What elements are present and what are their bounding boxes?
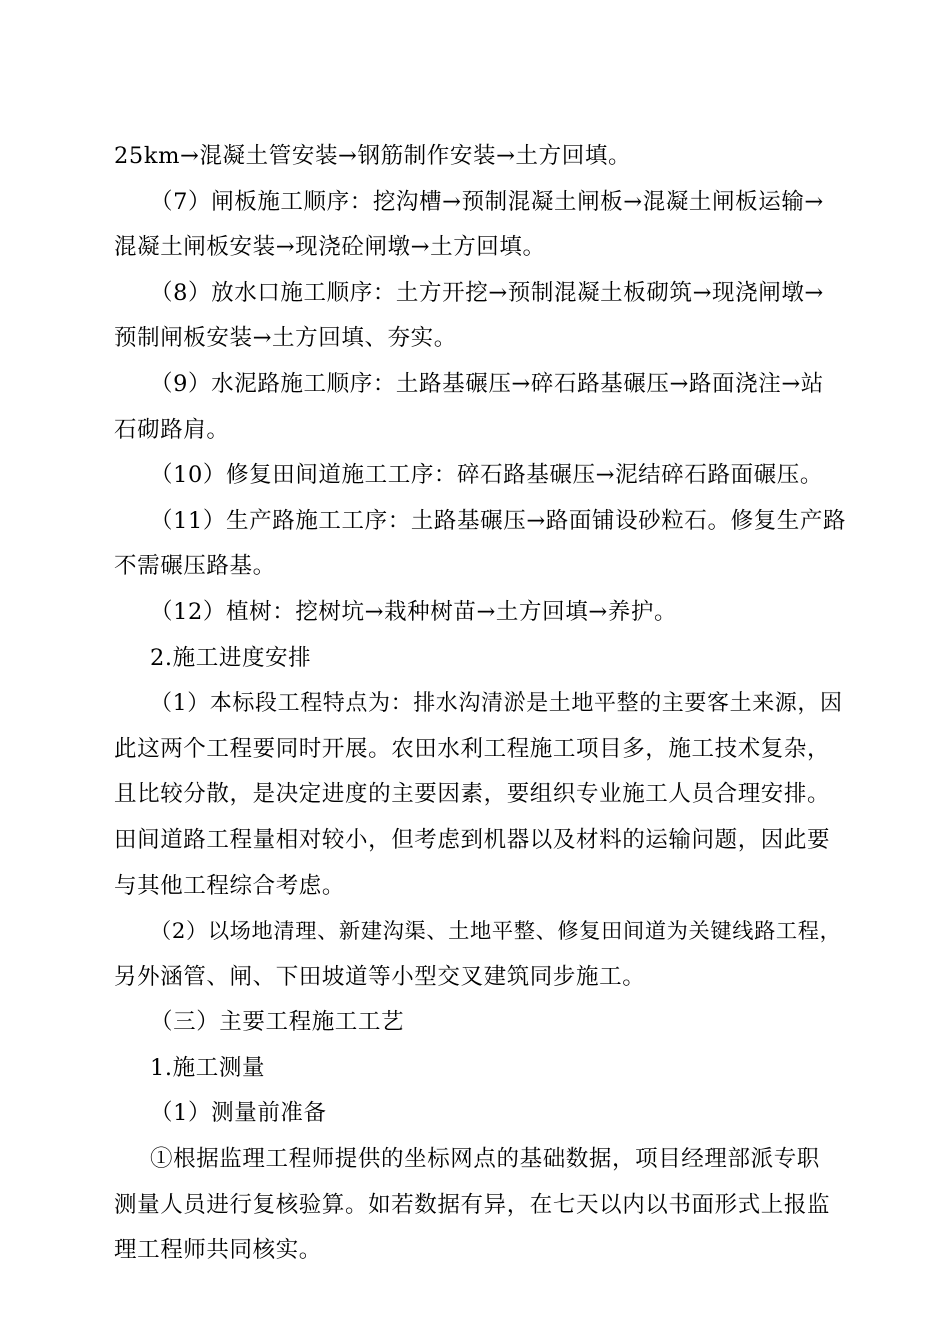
text-line: （10）修复田间道施工工序：碎石路基碾压→泥结碎石路面碾压。	[150, 462, 823, 489]
text-line: （9）水泥路施工顺序：土路基碾压→碎石路基碾压→路面浇注→站	[150, 370, 824, 397]
text-line: 测量人员进行复核验算。如若数据有异，在七天以内以书面形式上报监	[114, 1191, 831, 1218]
text-line: 此这两个工程要同时开展。农田水利工程施工项目多，施工技术复杂，	[114, 735, 831, 762]
text-line: （12）植树：挖树坑→栽种树苗→土方回填→养护。	[150, 598, 678, 625]
text-line: 混凝土闸板安装→现浇砼闸墩→土方回填。	[114, 234, 546, 261]
text-line: 25km→混凝土管安装→钢筋制作安装→土方回填。	[114, 143, 632, 169]
section-heading: （三）主要工程施工工艺	[150, 1009, 405, 1036]
text-line: 与其他工程综合考虑。	[114, 872, 346, 899]
text-line: 理工程师共同核实。	[114, 1237, 322, 1264]
text-line: （11）生产路施工工序：土路基碾压→路面铺设砂粒石。修复生产路	[150, 507, 847, 534]
text-line: （2）以场地清理、新建沟渠、土地平整、修复田间道为关键线路工程，	[150, 919, 842, 945]
text-line: ①根据监理工程师提供的坐标网点的基础数据，项目经理部派专职	[150, 1146, 820, 1173]
text-line: 另外涵管、闸、下田坡道等小型交叉建筑同步施工。	[114, 963, 646, 990]
text-line: 田间道路工程量相对较小，但考虑到机器以及材料的运输问题，因此要	[114, 826, 831, 853]
text-line: （7）闸板施工顺序：挖沟槽→预制混凝土闸板→混凝土闸板运输→	[150, 188, 824, 215]
text-line: 且比较分散，是决定进度的主要因素，要组织专业施工人员合理安排。	[114, 781, 831, 808]
text-line: （1）本标段工程特点为：排水沟清淤是土地平整的主要客土来源，因	[150, 691, 843, 717]
text-line: 不需碾压路基。	[114, 553, 276, 580]
text-line: 预制闸板安装→土方回填、夯实。	[114, 325, 457, 352]
text-line: 石砌路肩。	[114, 416, 230, 443]
section-heading: 2.施工进度安排	[150, 644, 312, 671]
text-line: （8）放水口施工顺序：土方开挖→预制混凝土板砌筑→现浇闸墩→	[150, 279, 824, 306]
document-body	[114, 134, 846, 1274]
section-heading: 1.施工测量	[150, 1054, 266, 1081]
subsection-heading: （1）测量前准备	[150, 1100, 327, 1127]
